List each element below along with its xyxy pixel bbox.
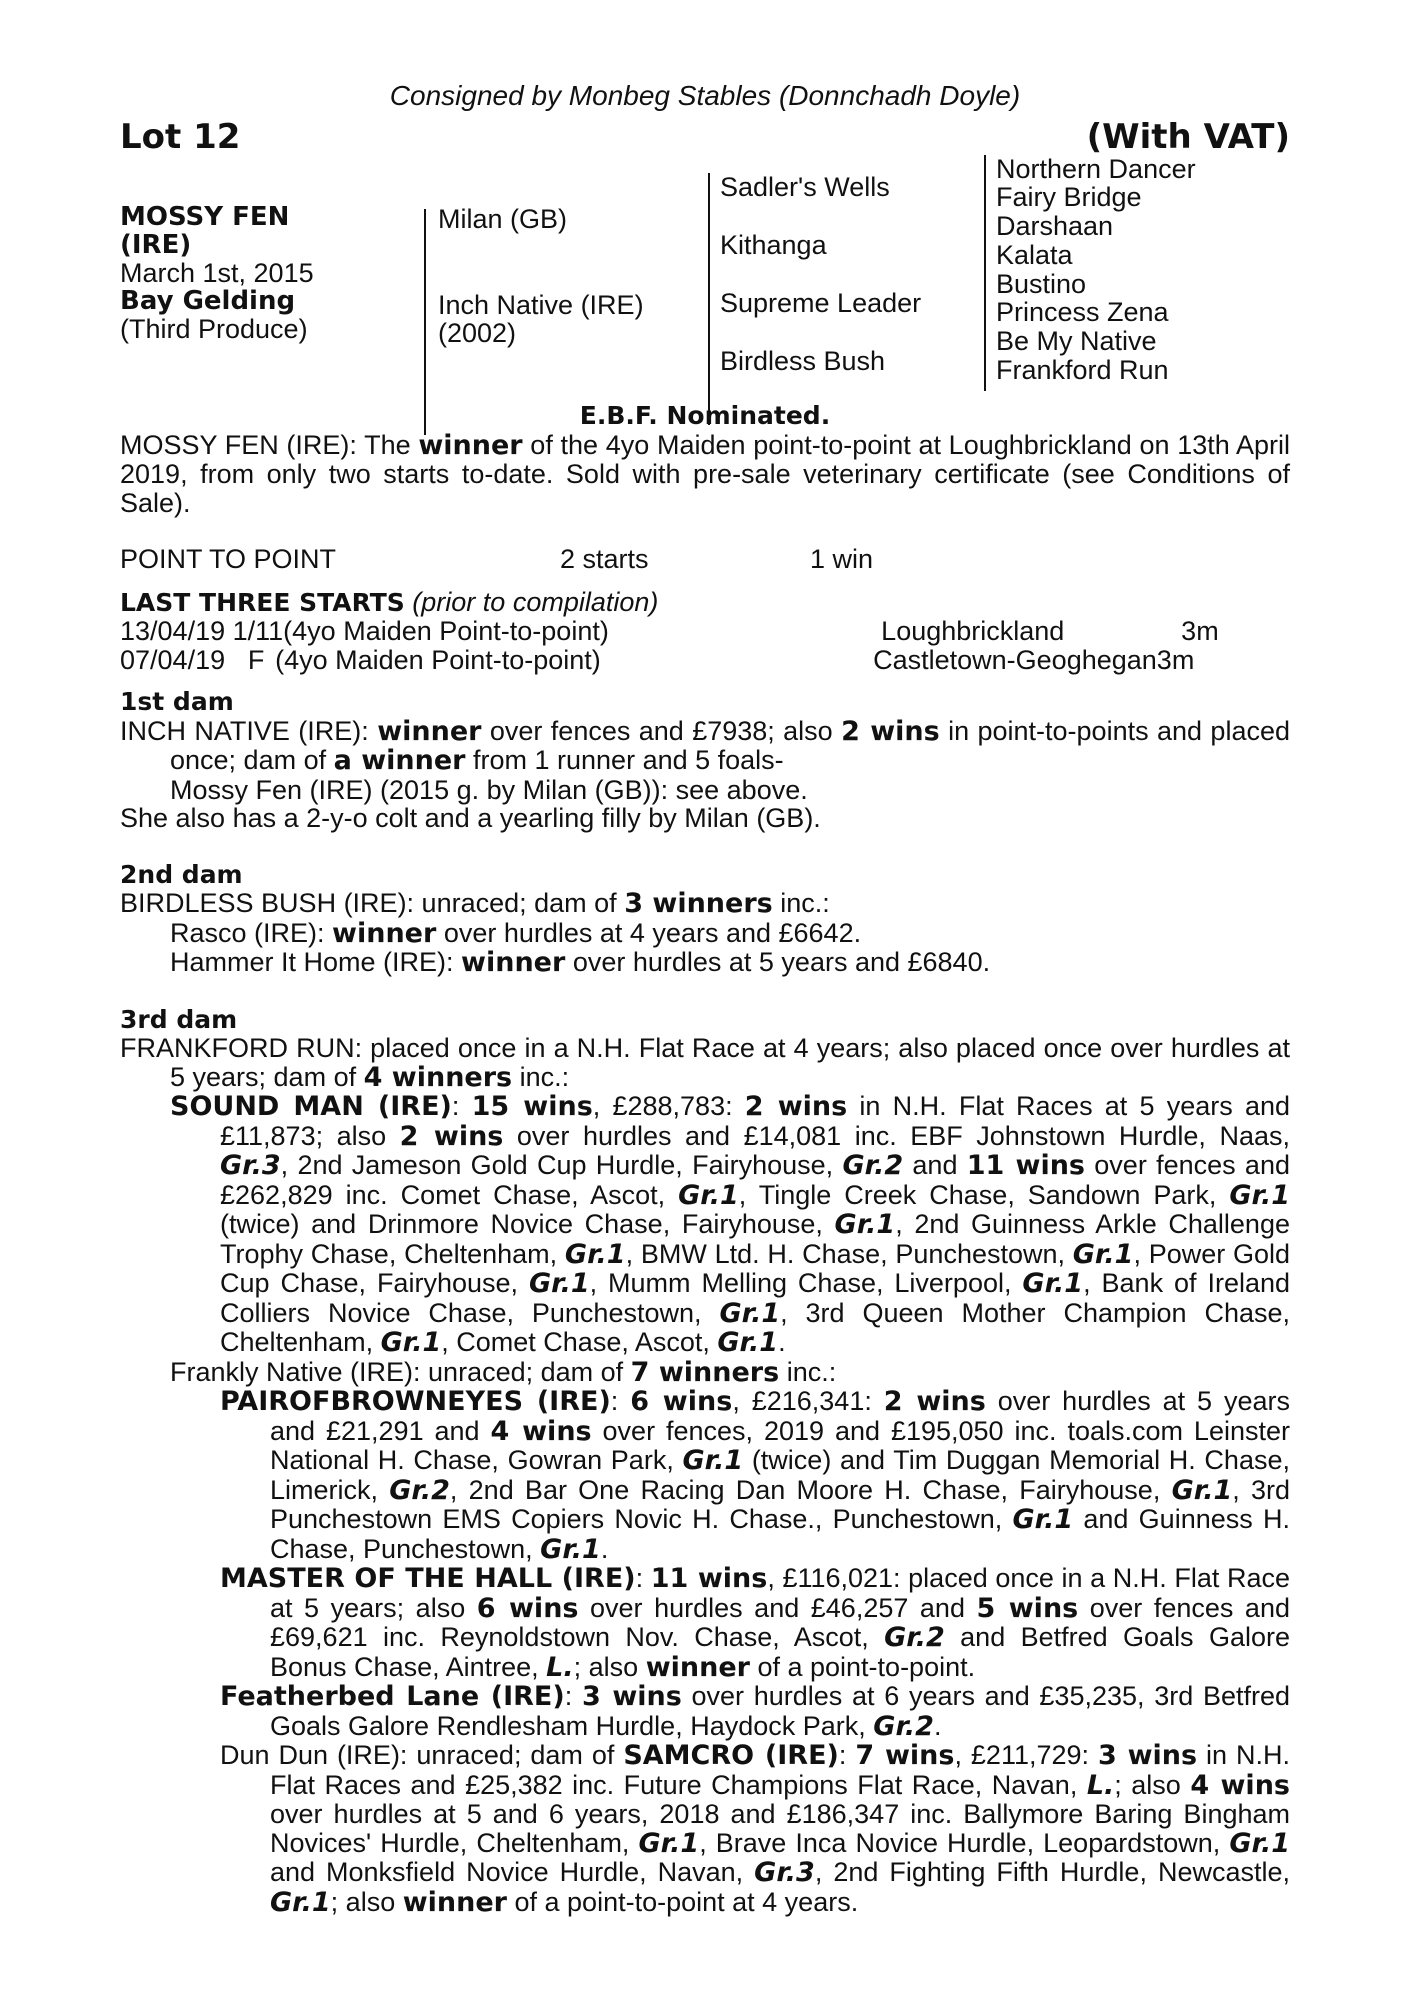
record-starts: 2 starts xyxy=(560,544,649,574)
second-dam-heading: 2nd dam xyxy=(120,859,243,889)
great-grandparents xyxy=(996,155,1196,385)
frankly-native-entry: Frankly Native (IRE): unraced; dam of 7 winners inc.: xyxy=(170,1356,837,1388)
second-dam-runner: Rasco (IRE): winner over hurdles at 4 years and £6642. xyxy=(170,917,862,949)
third-dam-text: FRANKFORD RUN: placed once in a N.H. Flat Race at 4 years; also placed once over hurdles at 5 years; dam of 4 winners inc.: xyxy=(120,1033,1290,1093)
grandsire: Sadler's Wells xyxy=(720,171,890,202)
grandparent-divider xyxy=(708,173,710,425)
start-row: 07/04/19 F (4yo Maiden Point-to-point) Castletown-Geoghegan3m xyxy=(120,644,1195,675)
horse-dob: March 1st, 2015 xyxy=(120,257,314,288)
great-grandparent: Be My Native xyxy=(996,326,1157,357)
intro-paragraph: MOSSY FEN (IRE): The winner of the 4yo Maiden point-to-point at Loughbrickland on 13th April 2019, from only two starts to-date. Sold with pre-sale veterinary certificate (see Conditions of Sale). xyxy=(120,429,1290,518)
horse-suffix: (IRE) xyxy=(120,229,192,260)
horse-produce: (Third Produce) xyxy=(120,314,308,344)
last-three-heading: LAST THREE STARTS (prior to compilation) xyxy=(120,586,659,617)
first-dam-also: She also has a 2-y-o colt and a yearling filly by Milan (GB). xyxy=(120,803,821,833)
lot-header xyxy=(120,117,1290,157)
horse-details xyxy=(120,203,400,344)
great-grandparent: Frankford Run xyxy=(996,355,1169,386)
featherbed-lane-entry: Featherbed Lane (IRE): 3 wins over hurdles at 6 years and £35,235, 3rd Betfred Goals Galore Rendlesham Hurdle, Haydock Park, Gr.2. xyxy=(220,1681,1290,1742)
great-grandparent: Fairy Bridge xyxy=(996,182,1142,213)
dun-dun-entry: Dun Dun (IRE): unraced; dam of SAMCRO (IRE): 7 wins, £211,729: 3 wins in N.H. Flat Races and £25,382 inc. Future Champions Flat Race, Navan, L.; also 4 wins over hurdles at 5 and 6 years, 2018 and £186,347 inc. Ballymore Baring Bingham Novices' Hurdle, Cheltenham, Gr.1, Brave Inca Novice Hurdle, Leopardstown, Gr.1 and Monksfield Novice Hurdle, Navan, Gr.3, 2nd Fighting Fifth Hurdle, Newcastle, Gr.1; also winner of a point-to-point at 4 years. xyxy=(220,1740,1290,1918)
master-of-the-hall-entry: MASTER OF THE HALL (IRE): 11 wins, £116,021: placed once in a N.H. Flat Race at 5 years; also 6 wins over hurdles and £46,257 and 5 wins over fences and £69,621 inc. Reynoldstown Nov. Chase, Ascot, Gr.2 and Betfred Goals Galore Bonus Chase, Aintree, L.; also winner of a point-to-point. xyxy=(220,1563,1291,1683)
great-grandparent: Princess Zena xyxy=(996,297,1169,328)
great-grandparent: Kalata xyxy=(996,239,1073,270)
sire-divider xyxy=(424,209,426,435)
record-label: POINT TO POINT xyxy=(120,544,337,574)
dam-year: (2002) xyxy=(438,317,517,348)
lot-number: Lot 12 xyxy=(120,116,241,157)
great-grandparent: Northern Dancer xyxy=(996,153,1196,184)
third-dam-heading: 3rd dam xyxy=(120,1004,238,1034)
pairofbrowneyes-entry: PAIROFBROWNEYES (IRE): 6 wins, £216,341: 2 wins over hurdles at 5 years and £21,291 and 4 wins over fences, 2019 and £195,050 inc. toals.com Leinster National H. Chase, Gowran Park, Gr.1 (twice) and Tim Duggan Memorial H. Chase, Limerick, Gr.2, 2nd Bar One Racing Dan Moore H. Chase, Fairyhouse, Gr.1, 3rd Punchestown EMS Copiers Novic H. Chase., Punchestown, Gr.1 and Guinness H. Chase, Punchestown, Gr.1. xyxy=(220,1386,1291,1565)
second-dam-runner: Hammer It Home (IRE): winner over hurdles at 5 years and £6840. xyxy=(170,947,991,978)
first-dam-text: INCH NATIVE (IRE): winner over fences and £7938; also 2 wins in point-to-points and placed once; dam of a winner from 1 runner and 5 foals- xyxy=(120,715,1290,776)
consignor-line: Consigned by Monbeg Stables (Donnchadh Doyle) xyxy=(389,80,1021,111)
vat-status: (With VAT) xyxy=(1086,116,1290,157)
catalogue-page xyxy=(120,82,1290,1917)
horse-sex: Bay Gelding xyxy=(120,286,296,316)
first-dam-heading: 1st dam xyxy=(120,687,234,716)
great-grandparent-divider xyxy=(984,155,986,391)
horse-name: MOSSY FEN xyxy=(120,201,290,232)
dam-name: Inch Native (IRE) xyxy=(438,289,644,320)
sound-man-entry: SOUND MAN (IRE): 15 wins, £288,783: 2 wins in N.H. Flat Races at 5 years and £11,873; also 2 wins over hurdles and £14,081 inc. EBF Johnstown Hurdle, Naas, Gr.3, 2nd Jameson Gold Cup Hurdle, Fairyhouse, Gr.2 and 11 wins over fences and £262,829 inc. Comet Chase, Ascot, Gr.1, Tingle Creek Chase, Sandown Park, Gr.1 (twice) and Drinmore Novice Chase, Fairyhouse, Gr.1, 2nd Guinness Arkle Challenge Trophy Chase, Cheltenham, Gr.1, BMW Ltd. H. Chase, Punchestown, Gr.1, Power Gold Cup Chase, Fairyhouse, Gr.1, Mumm Melling Chase, Liverpool, Gr.1, Bank of Ireland Colliers Novice Chase, Punchestown, Gr.1, 3rd Queen Mother Champion Chase, Cheltenham, Gr.1, Comet Chase, Ascot, Gr.1. xyxy=(170,1091,1291,1358)
start-row: 13/04/19 1/11(4yo Maiden Point-to-point) Loughbrickland 3m xyxy=(120,616,1219,646)
pedigree-table xyxy=(120,153,1290,386)
ebf-nomination: E.B.F. Nominated. xyxy=(579,400,831,430)
first-dam-foal: Mossy Fen (IRE) (2015 g. by Milan (GB)): see above. xyxy=(170,774,808,805)
record-wins: 1 win xyxy=(810,544,874,574)
race-record xyxy=(120,545,1290,574)
dam-dam: Birdless Bush xyxy=(720,345,886,376)
great-grandparent: Darshaan xyxy=(996,211,1114,242)
granddam: Kithanga xyxy=(720,229,827,260)
great-grandparent: Bustino xyxy=(996,268,1087,299)
sire-name: Milan (GB) xyxy=(438,203,568,234)
second-dam-text: BIRDLESS BUSH (IRE): unraced; dam of 3 winners inc.: xyxy=(120,888,830,919)
dam-sire: Supreme Leader xyxy=(720,287,922,318)
